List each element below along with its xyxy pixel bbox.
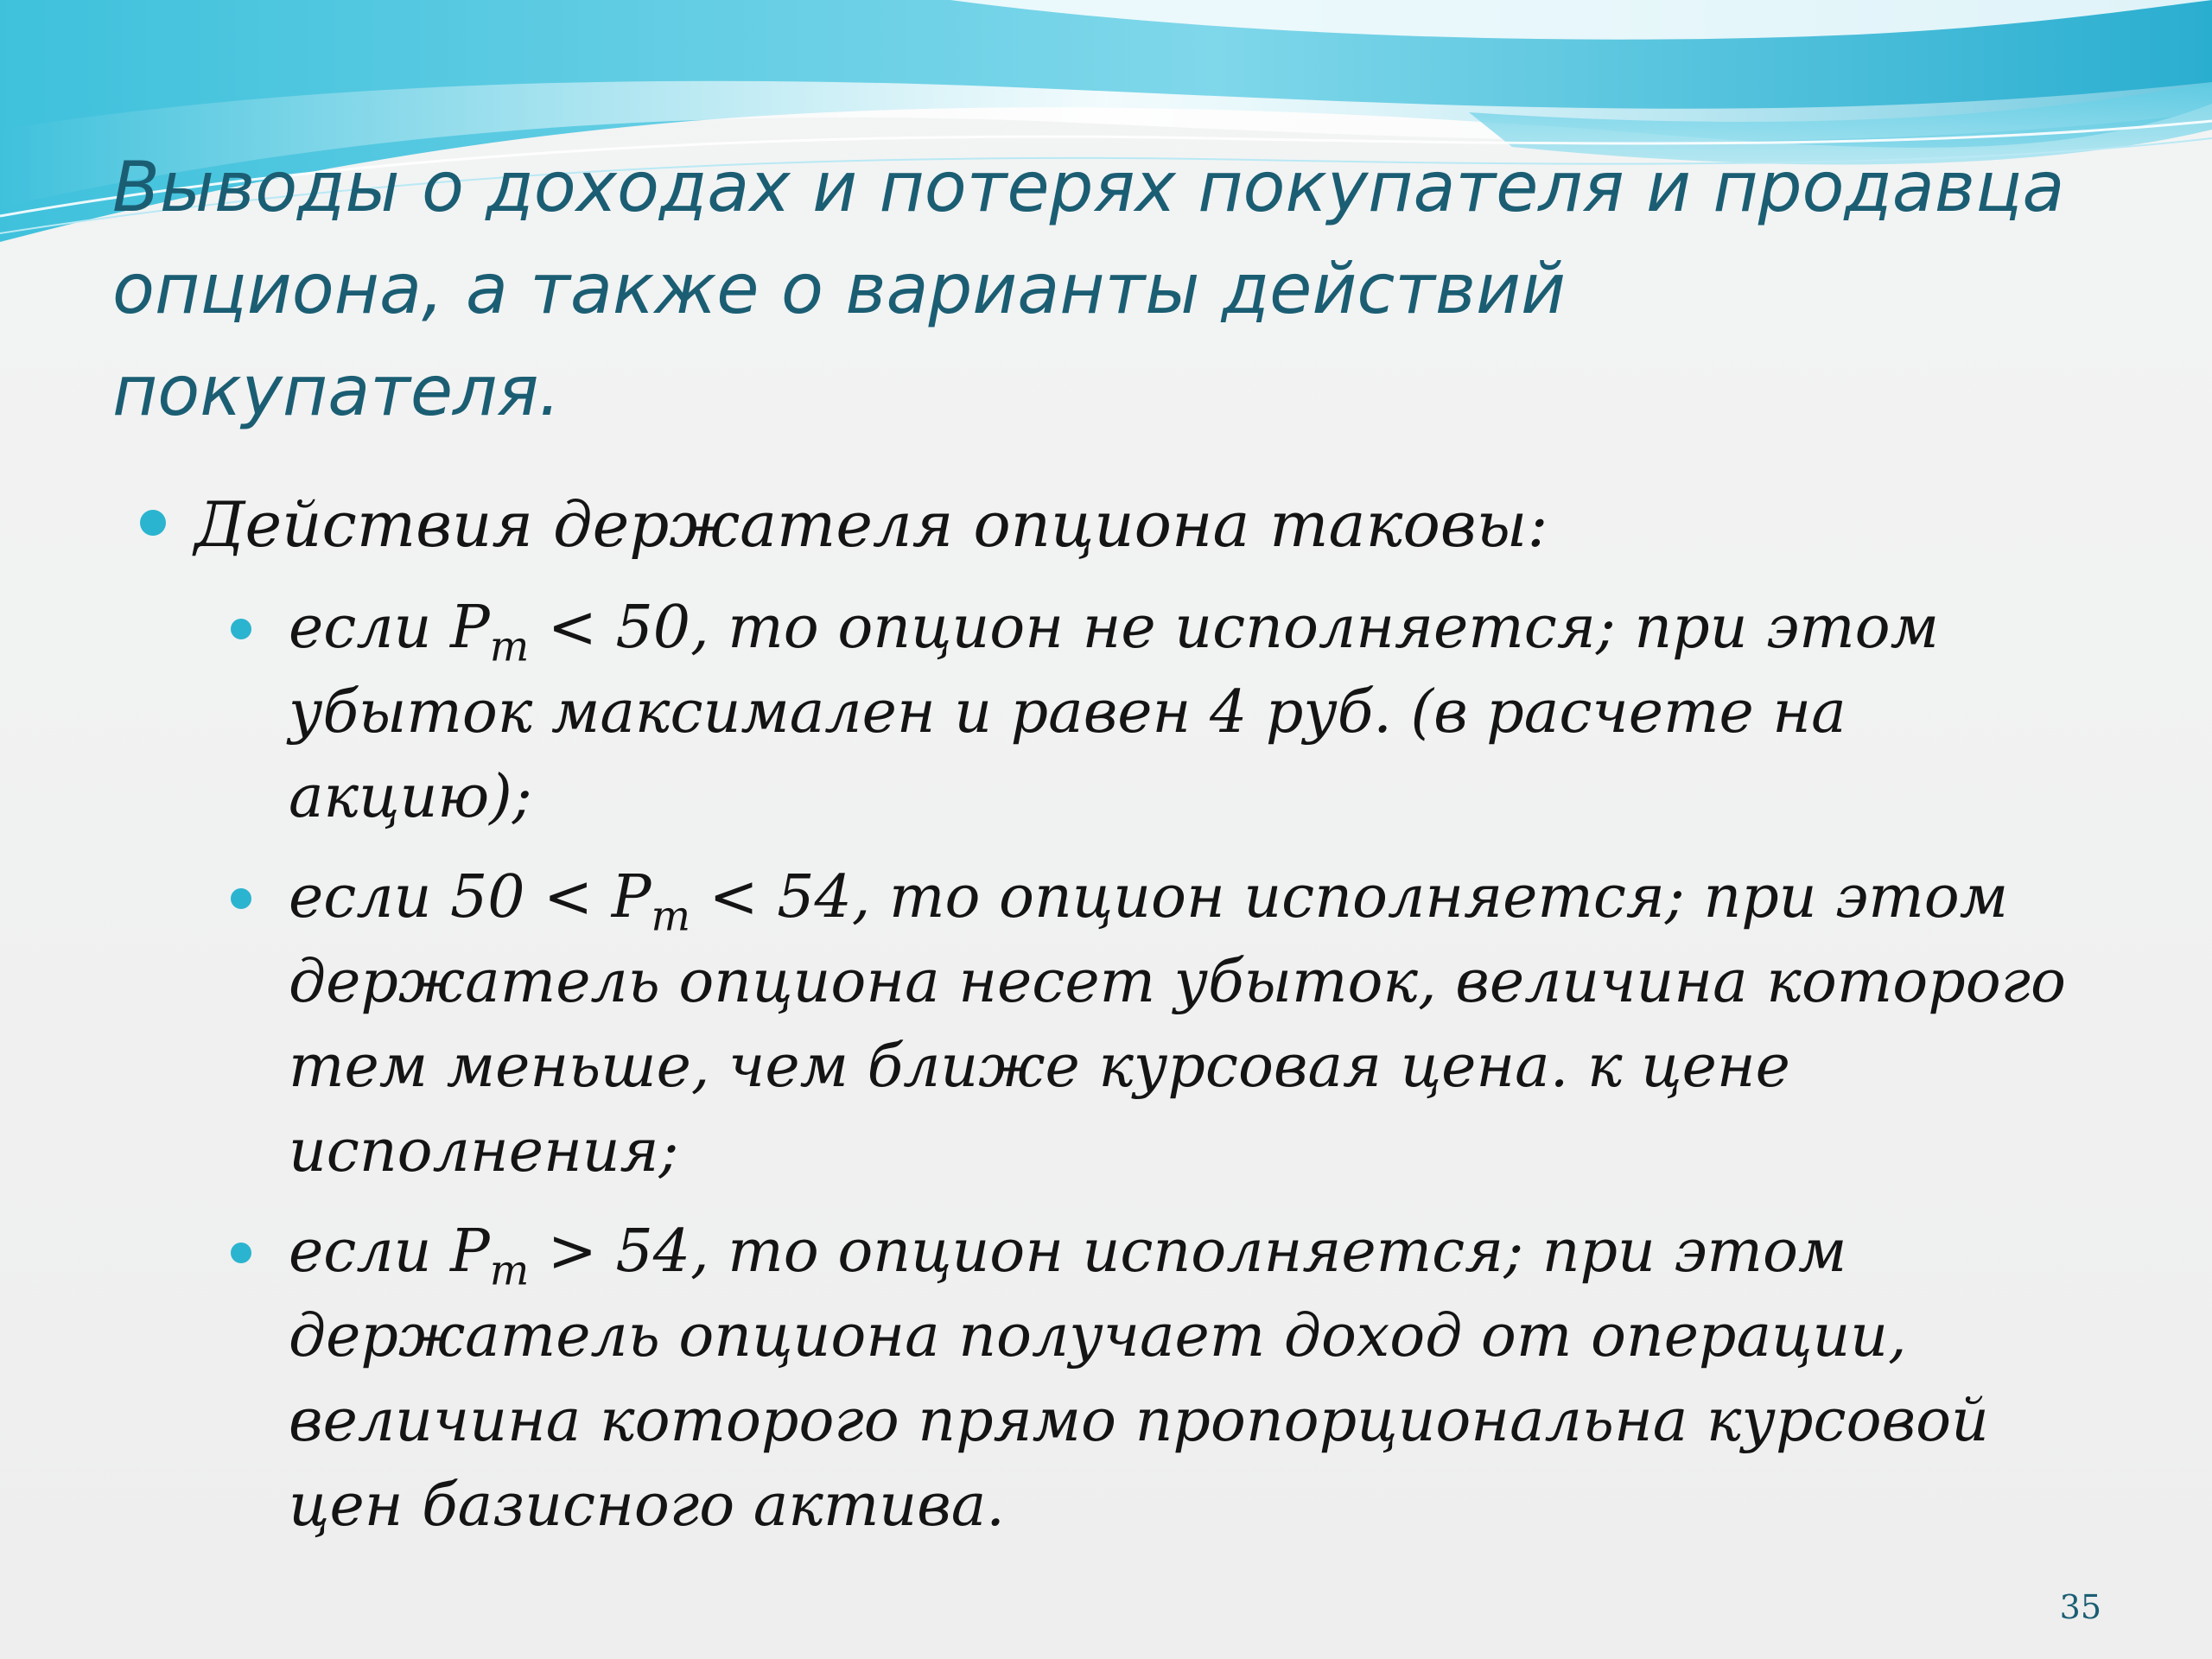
- item-line: акцию);: [289, 763, 532, 831]
- bullet-icon: [231, 1243, 251, 1263]
- text-run: > 54, то опцион исполняется; при этом: [529, 1217, 1847, 1286]
- bullet-icon: [231, 888, 251, 909]
- text-run: < 50, то опцион не исполняется; при этом: [529, 594, 1939, 662]
- item-line: [289, 586, 2146, 671]
- list-item: [289, 855, 2146, 1194]
- list-item: [289, 586, 2146, 840]
- title-line: покупателя.: [112, 351, 561, 431]
- title-line: опциона, а также о варианты действий: [112, 249, 1567, 329]
- item-line: убыток максимален и равен 4 руб. (в расчете на: [289, 678, 1847, 747]
- item-line: величина которого прямо пропорциональна курсовой: [289, 1387, 1989, 1455]
- item-line: [289, 1210, 2146, 1294]
- item-line: тем меньше, чем ближе курсовая цена. к цене: [289, 1033, 1790, 1101]
- item-line: цен базисного актива.: [289, 1471, 1005, 1540]
- item-line: держатель опциона несет убыток, величина которого: [289, 948, 2066, 1016]
- page-number: 35: [2059, 1588, 2101, 1626]
- subscript: m: [489, 1246, 530, 1295]
- bullet-icon: [140, 510, 166, 536]
- text-run: если 50 < P: [289, 863, 652, 931]
- subscript: m: [651, 892, 691, 941]
- level1-bullet-text: Действия держателя опциона таковы:: [194, 488, 1548, 561]
- item-line: держатель опциона получает доход от операции,: [289, 1302, 1907, 1370]
- text-run: < 54, то опцион исполняется; при этом: [690, 863, 2009, 931]
- title-line: Выводы о доходах и потерях покупателя и продавца: [112, 147, 2065, 227]
- text-run: если P: [289, 594, 490, 662]
- subscript: m: [489, 622, 530, 671]
- bullet-icon: [231, 619, 251, 639]
- list-item: [289, 1210, 2146, 1548]
- item-line: [289, 855, 2146, 940]
- text-run: если P: [289, 1217, 490, 1286]
- item-line: исполнения;: [289, 1117, 679, 1185]
